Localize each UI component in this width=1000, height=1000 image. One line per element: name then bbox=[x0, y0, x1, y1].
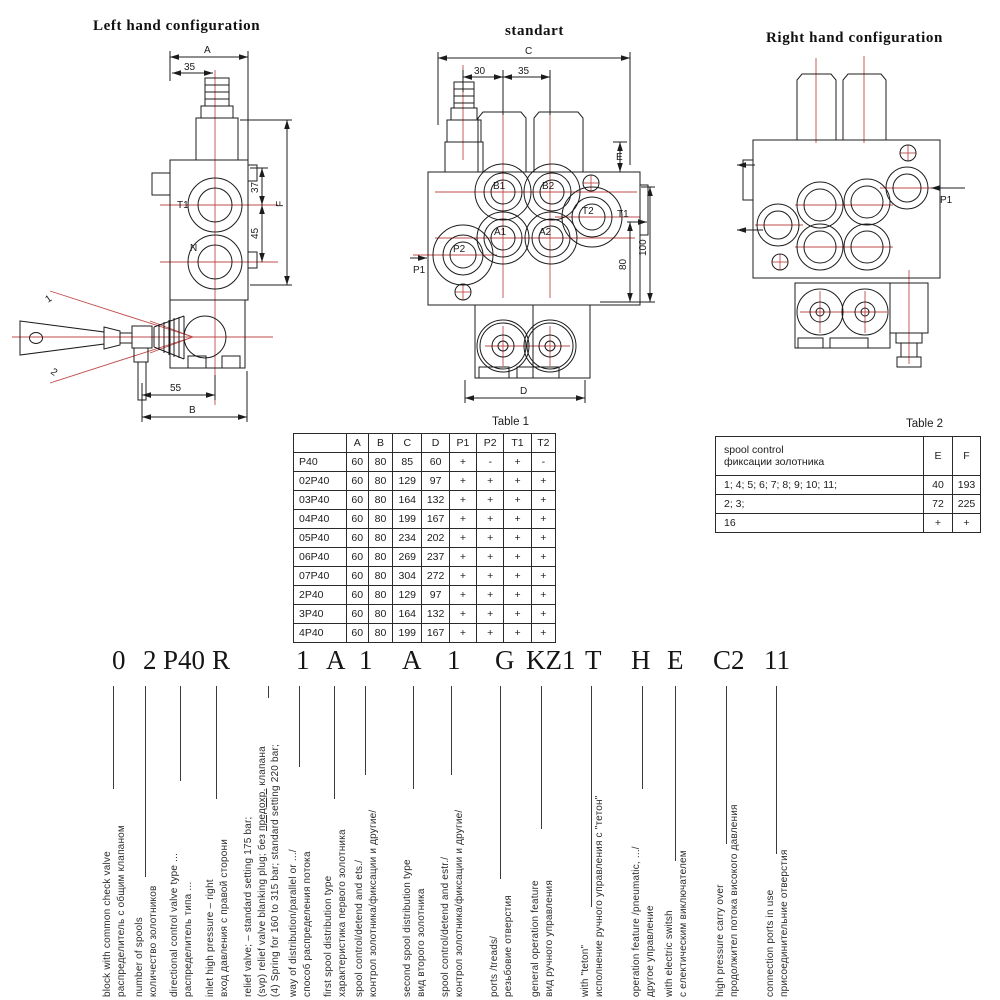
cell: 129 bbox=[393, 472, 422, 491]
cell: 234 bbox=[393, 529, 422, 548]
header-cell: P1 bbox=[449, 434, 476, 453]
label-en: high pressure carry over bbox=[715, 884, 726, 997]
code-label-teton bbox=[579, 796, 606, 997]
label-ru: способ распределения потока bbox=[301, 851, 313, 997]
cell: 72 bbox=[924, 495, 953, 514]
spool-control-ru: фиксации золотника bbox=[724, 456, 825, 468]
label-en: connection ports in use bbox=[765, 889, 776, 997]
cell: 199 bbox=[393, 624, 422, 643]
cell: 60 bbox=[346, 529, 368, 548]
dim-30-label: 30 bbox=[474, 66, 486, 77]
dim-35-label: 35 bbox=[518, 66, 530, 77]
cell: + bbox=[504, 624, 531, 643]
label-ru: количество золотников bbox=[147, 885, 159, 997]
port-p2-label: P2 bbox=[453, 244, 466, 255]
order-code-segment: C2 bbox=[713, 645, 745, 675]
label-en: second spool distribution type bbox=[402, 859, 413, 997]
order-code-segment: 2 bbox=[143, 645, 157, 675]
header-cell: C bbox=[393, 434, 422, 453]
cell: 60 bbox=[346, 605, 368, 624]
cell: + bbox=[449, 605, 476, 624]
cell: 80 bbox=[368, 624, 392, 643]
header-cell bbox=[294, 434, 347, 453]
order-code-segment: 1 bbox=[359, 645, 373, 675]
label-en: with electric switsh bbox=[664, 910, 675, 997]
label-ru: вид ручного управления bbox=[543, 880, 555, 997]
cell: + bbox=[449, 548, 476, 567]
label-ru: вид второго золотника bbox=[415, 888, 427, 997]
cell: 3P40 bbox=[294, 605, 347, 624]
order-code-segment: A bbox=[326, 645, 346, 675]
cell: + bbox=[504, 529, 531, 548]
leader-line bbox=[675, 686, 676, 861]
spool-control-table bbox=[715, 436, 981, 533]
order-code-segment: 1 bbox=[447, 645, 461, 675]
leader-line bbox=[413, 686, 414, 789]
leader-line bbox=[145, 686, 146, 877]
code-label-second-spool-type bbox=[401, 859, 428, 997]
code-label-inlet-right bbox=[204, 839, 231, 997]
leader-line bbox=[216, 686, 217, 799]
header-cell: T2 bbox=[531, 434, 555, 453]
label-en: way of distribution/parallel or .../ bbox=[288, 849, 299, 997]
cell: + bbox=[504, 567, 531, 586]
cell: + bbox=[531, 586, 555, 605]
label-ru: характеристика первого золотника bbox=[336, 829, 348, 997]
table-row bbox=[294, 605, 556, 624]
cell: 80 bbox=[368, 453, 392, 472]
dim-f-label: F bbox=[275, 200, 286, 207]
cell: 164 bbox=[393, 605, 422, 624]
cell: 02P40 bbox=[294, 472, 347, 491]
code-label-first-spool-control bbox=[353, 810, 380, 997]
order-code-segment: P40 bbox=[163, 645, 206, 675]
port-n-label: N bbox=[190, 243, 198, 254]
leader-line bbox=[365, 686, 366, 775]
cell: 60 bbox=[346, 472, 368, 491]
table-row bbox=[294, 510, 556, 529]
cell: 40 bbox=[924, 476, 953, 495]
label-ru: исполнение ручного управления с "тетон" bbox=[593, 795, 605, 997]
cell: 80 bbox=[368, 510, 392, 529]
cell: + bbox=[477, 605, 504, 624]
leader-line bbox=[776, 686, 777, 854]
table-header-row bbox=[294, 434, 556, 453]
cell: 202 bbox=[422, 529, 449, 548]
cell: 06P40 bbox=[294, 548, 347, 567]
label-en: with "teton" bbox=[580, 944, 591, 997]
cell: 80 bbox=[368, 529, 392, 548]
label-ru: вход давления с правой сторони bbox=[218, 838, 230, 997]
label-en: block with common check valve bbox=[102, 851, 113, 997]
label-en: ports /treads/ bbox=[489, 935, 500, 997]
cell: - bbox=[477, 453, 504, 472]
cell: + bbox=[477, 567, 504, 586]
cell: + bbox=[504, 548, 531, 567]
label-en: spool control/detend and estr./ bbox=[440, 856, 451, 997]
cell: P40 bbox=[294, 453, 347, 472]
spool-control-en: spool control bbox=[724, 444, 784, 456]
order-code-segment: G bbox=[495, 645, 515, 675]
cell: + bbox=[449, 472, 476, 491]
cell: + bbox=[477, 624, 504, 643]
cell: 04P40 bbox=[294, 510, 347, 529]
cell: + bbox=[531, 472, 555, 491]
leader-line bbox=[642, 686, 643, 789]
cell: + bbox=[531, 605, 555, 624]
header-cell: F bbox=[953, 437, 981, 476]
label-line2: (svp) relief valve blanking plug; без предохр. клапана bbox=[256, 746, 268, 997]
order-code-segment: T bbox=[585, 645, 602, 675]
leader-line bbox=[334, 686, 335, 799]
code-label-first-spool-type bbox=[322, 829, 349, 997]
cell: + bbox=[449, 567, 476, 586]
cell: + bbox=[449, 586, 476, 605]
port-t2-label: T2 bbox=[582, 206, 594, 217]
cell: 269 bbox=[393, 548, 422, 567]
label-en: operation feature /pneumatic, .../ bbox=[631, 846, 642, 997]
code-label-connection-ports bbox=[764, 849, 791, 997]
cell: 60 bbox=[346, 567, 368, 586]
dim-37-label: 37 bbox=[250, 181, 261, 193]
cell: + bbox=[504, 586, 531, 605]
cell: 80 bbox=[368, 472, 392, 491]
label-ru: распределитель типа ... bbox=[182, 881, 194, 997]
code-label-valve-type bbox=[168, 853, 195, 997]
header-cell: T1 bbox=[504, 434, 531, 453]
cell: 60 bbox=[346, 548, 368, 567]
dim-35-label: 35 bbox=[184, 62, 196, 73]
cell: - bbox=[531, 453, 555, 472]
header-cell: P2 bbox=[477, 434, 504, 453]
leader-line bbox=[541, 686, 542, 829]
dimensions-table bbox=[293, 433, 556, 643]
cell: 129 bbox=[393, 586, 422, 605]
order-code-segment: R bbox=[212, 645, 231, 675]
cell: + bbox=[531, 548, 555, 567]
cell: + bbox=[477, 529, 504, 548]
port-b2-label: B2 bbox=[542, 181, 555, 192]
table-row bbox=[294, 586, 556, 605]
dim-100-label: 100 bbox=[638, 239, 649, 256]
label-en: first spool distribution type bbox=[323, 875, 334, 997]
cell: 272 bbox=[422, 567, 449, 586]
port-a1-label: A1 bbox=[494, 227, 507, 238]
cell: 237 bbox=[422, 548, 449, 567]
order-code-segment: 0 bbox=[112, 645, 126, 675]
cell: 1; 4; 5; 6; 7; 8; 9; 10; 11; bbox=[716, 476, 924, 495]
port-t1-label: T1 bbox=[617, 209, 629, 220]
cell: 97 bbox=[422, 472, 449, 491]
left-configuration-drawing bbox=[0, 15, 310, 427]
cell: + bbox=[531, 624, 555, 643]
table-header-row bbox=[716, 437, 981, 476]
cell: 199 bbox=[393, 510, 422, 529]
cell: 80 bbox=[368, 548, 392, 567]
order-code-segment: A bbox=[402, 645, 422, 675]
header-cell: A bbox=[346, 434, 368, 453]
standart-drawing bbox=[405, 30, 665, 415]
header-cell: D bbox=[422, 434, 449, 453]
table-row bbox=[294, 529, 556, 548]
table-row bbox=[716, 495, 981, 514]
table-row bbox=[294, 624, 556, 643]
order-code-segment: 11 bbox=[764, 645, 790, 675]
cell: + bbox=[477, 548, 504, 567]
cell: 167 bbox=[422, 510, 449, 529]
table-row bbox=[294, 548, 556, 567]
cell: 80 bbox=[368, 491, 392, 510]
label-en: directional control valve type ... bbox=[169, 852, 180, 997]
label-ru: присоединительние отверстия bbox=[778, 849, 790, 997]
label-en: inlet high pressure – right bbox=[205, 879, 216, 997]
label-ru: с електическим виключателем bbox=[677, 850, 689, 997]
table1-title: Table 1 bbox=[492, 416, 530, 428]
cell: 132 bbox=[422, 605, 449, 624]
cell: 132 bbox=[422, 491, 449, 510]
cell: 07P40 bbox=[294, 567, 347, 586]
leader-line bbox=[180, 686, 181, 781]
cell: + bbox=[504, 491, 531, 510]
label-ru: продолжител потока високого давления bbox=[728, 804, 740, 997]
order-code-segment: E bbox=[667, 645, 684, 675]
cell: + bbox=[477, 491, 504, 510]
cell: + bbox=[531, 510, 555, 529]
code-label-block-check-valve bbox=[101, 825, 128, 997]
label-line1: relief valve; – standard setting 175 bar; bbox=[243, 816, 254, 997]
code-label-operation-feature bbox=[630, 846, 657, 997]
cell: 03P40 bbox=[294, 491, 347, 510]
port-b1-label: B1 bbox=[493, 181, 506, 192]
cell: + bbox=[531, 567, 555, 586]
cell: 60 bbox=[346, 624, 368, 643]
header-cell bbox=[716, 437, 924, 476]
label-ru: распределитель с общим клапаном bbox=[115, 824, 127, 997]
label-ru: контрол золотника/фиксации и другие/ bbox=[367, 809, 379, 997]
cell: + bbox=[504, 472, 531, 491]
cell: + bbox=[504, 453, 531, 472]
cell: 2; 3; bbox=[716, 495, 924, 514]
cell: + bbox=[531, 529, 555, 548]
leader-line bbox=[113, 686, 114, 789]
dim-a-label: A bbox=[204, 45, 211, 56]
dim-e-label: E bbox=[616, 152, 623, 163]
port-p1-label: P1 bbox=[940, 195, 953, 206]
leader-line bbox=[451, 686, 452, 775]
cell: 304 bbox=[393, 567, 422, 586]
cell: 80 bbox=[368, 586, 392, 605]
cell: + bbox=[504, 510, 531, 529]
cell: 2P40 bbox=[294, 586, 347, 605]
cell: 60 bbox=[346, 510, 368, 529]
leader-line bbox=[500, 686, 501, 879]
table-row bbox=[716, 476, 981, 495]
cell: + bbox=[504, 605, 531, 624]
cell: 167 bbox=[422, 624, 449, 643]
dim-c-label: C bbox=[525, 46, 533, 57]
order-code-segment: 1 bbox=[296, 645, 310, 675]
lever-position-1-label: 1 bbox=[43, 293, 55, 306]
cell: 60 bbox=[346, 586, 368, 605]
cell: + bbox=[449, 510, 476, 529]
label-ru: резьбовие отверстия bbox=[502, 895, 514, 997]
port-a2-label: A2 bbox=[539, 227, 552, 238]
cell: 60 bbox=[346, 453, 368, 472]
dim-55-label: 55 bbox=[170, 383, 182, 394]
cell: 193 bbox=[953, 476, 981, 495]
label-en: number of spools bbox=[134, 917, 145, 997]
table-row bbox=[716, 514, 981, 533]
cell: + bbox=[477, 472, 504, 491]
order-code-segment: KZ1 bbox=[526, 645, 576, 675]
left-configuration-title: Left hand configuration bbox=[93, 18, 261, 34]
cell: 80 bbox=[368, 605, 392, 624]
code-label-carry-over bbox=[714, 804, 741, 997]
code-label-relief-valve bbox=[242, 744, 283, 997]
cell: + bbox=[477, 586, 504, 605]
label-line3: (4) Spring for 160 to 315 bar; standard setting 220 bar; bbox=[270, 743, 281, 997]
label-en: general operation feature bbox=[530, 880, 541, 997]
cell: + bbox=[531, 491, 555, 510]
port-p1-label: P1 bbox=[413, 265, 426, 276]
cell: + bbox=[449, 491, 476, 510]
dim-b-label: B bbox=[189, 405, 196, 416]
code-label-number-of-spools bbox=[133, 886, 160, 998]
right-configuration-drawing bbox=[735, 48, 970, 368]
cell: 05P40 bbox=[294, 529, 347, 548]
leader-line bbox=[268, 686, 269, 698]
cell: + bbox=[477, 510, 504, 529]
dim-80-label: 80 bbox=[618, 258, 629, 270]
table2-title: Table 2 bbox=[906, 418, 944, 430]
standart-title: standart bbox=[505, 23, 564, 39]
header-cell: E bbox=[924, 437, 953, 476]
label-ru: контрол золотника/фиксации и другие/ bbox=[453, 809, 465, 997]
order-code-segment: H bbox=[631, 645, 651, 675]
label-ru: другое управление bbox=[644, 905, 656, 997]
header-cell: B bbox=[368, 434, 392, 453]
dim-45-label: 45 bbox=[250, 227, 261, 239]
cell: + bbox=[449, 453, 476, 472]
label-en: spool control/detend and ets./ bbox=[354, 859, 365, 997]
cell: + bbox=[924, 514, 953, 533]
dim-d-label: D bbox=[520, 386, 528, 397]
cell: 85 bbox=[393, 453, 422, 472]
table-row bbox=[294, 567, 556, 586]
table-row bbox=[294, 491, 556, 510]
cell: + bbox=[449, 624, 476, 643]
code-label-general-operation bbox=[529, 880, 556, 997]
leader-line bbox=[299, 686, 300, 767]
cell: + bbox=[953, 514, 981, 533]
table-row bbox=[294, 472, 556, 491]
code-label-way-of-distribution bbox=[287, 849, 314, 997]
right-configuration-title: Right hand configuration bbox=[766, 30, 943, 46]
code-label-second-spool-control bbox=[439, 810, 466, 997]
cell: 60 bbox=[422, 453, 449, 472]
cell: + bbox=[449, 529, 476, 548]
lever-position-2-label: 2 bbox=[48, 366, 60, 379]
code-label-electric-switch bbox=[663, 850, 690, 997]
cell: 164 bbox=[393, 491, 422, 510]
cell: 60 bbox=[346, 491, 368, 510]
code-label-ports-threads bbox=[488, 895, 515, 997]
table-row bbox=[294, 453, 556, 472]
cell: 225 bbox=[953, 495, 981, 514]
cell: 16 bbox=[716, 514, 924, 533]
cell: 97 bbox=[422, 586, 449, 605]
cell: 4P40 bbox=[294, 624, 347, 643]
port-t1-label: T1 bbox=[177, 200, 189, 211]
cell: 80 bbox=[368, 567, 392, 586]
